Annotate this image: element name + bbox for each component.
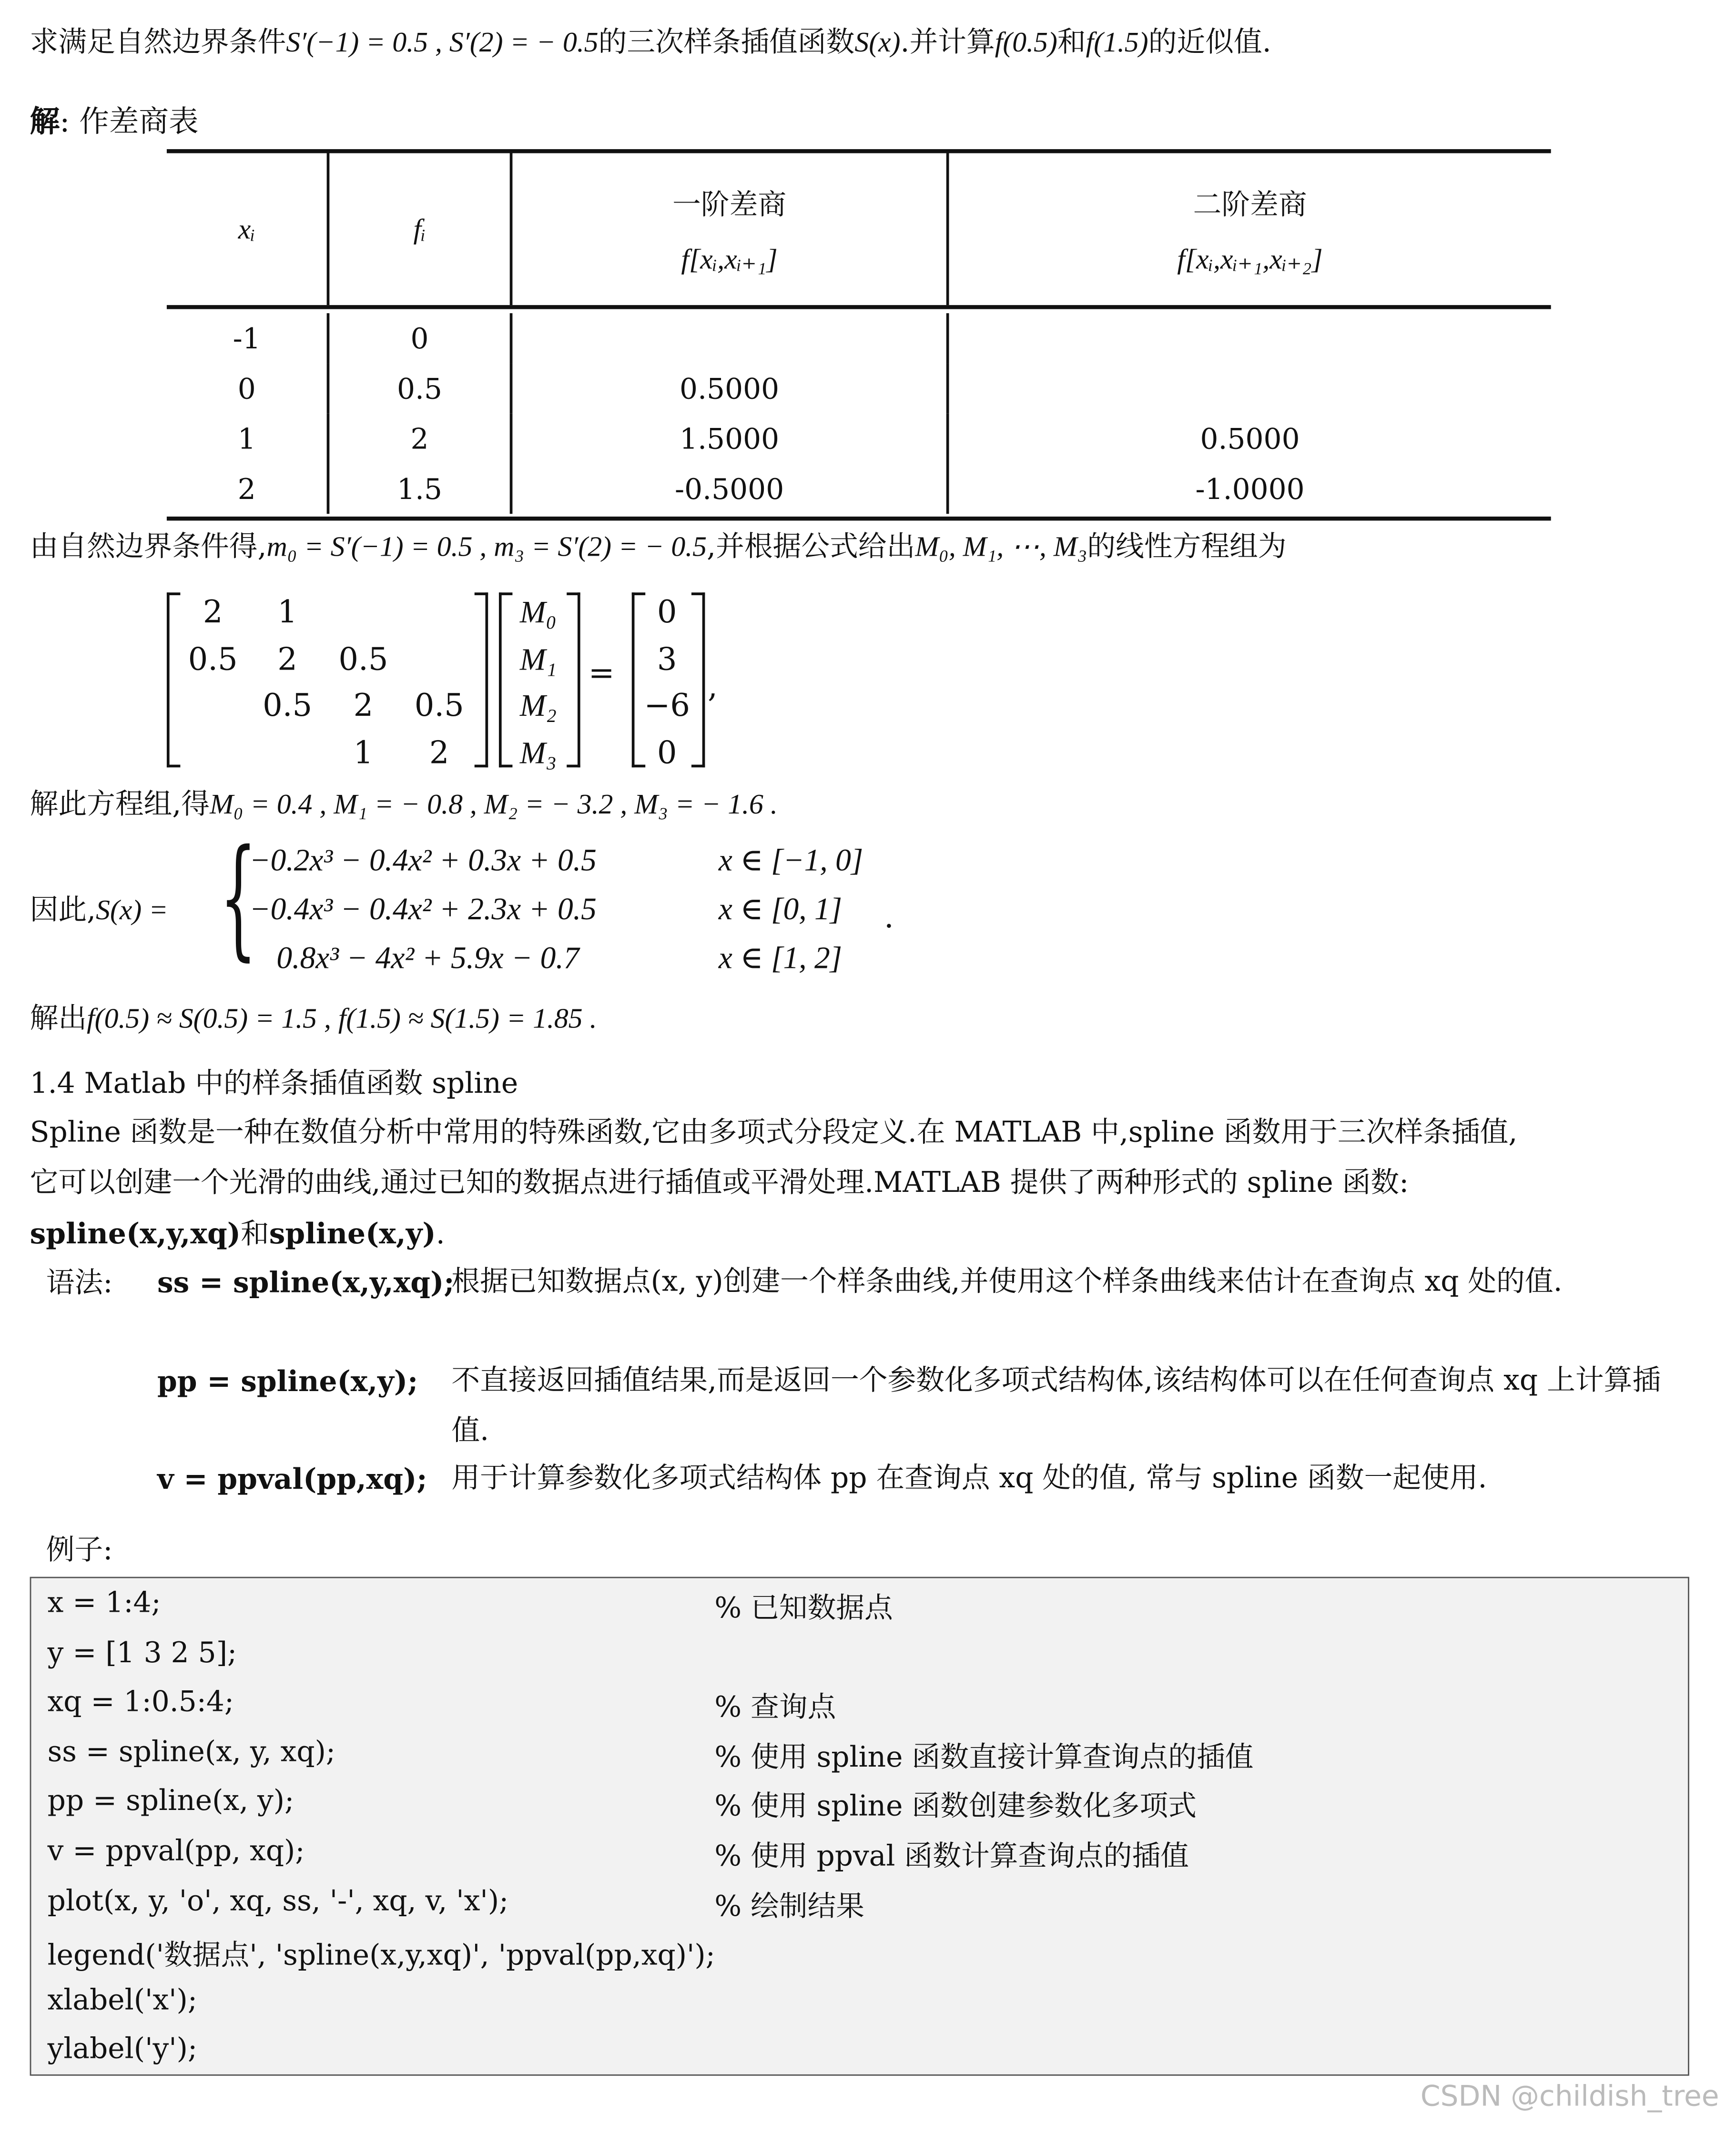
- table-cell: 0: [167, 363, 329, 413]
- code-line: xlabel('x');: [47, 1983, 198, 2016]
- code-line: x = 1:4;: [47, 1586, 161, 1619]
- vector-m-entry: M₀: [519, 595, 557, 630]
- code-comment: % 已知数据点: [714, 1592, 893, 1625]
- problem-middle: 的三次样条插值函数: [598, 26, 855, 59]
- matrix-a-entry: [401, 590, 477, 637]
- code-line: plot(x, y, 'o', xq, ss, '-', xq, v, 'x');: [47, 1884, 509, 1917]
- intro-line-2: 它可以创建一个光滑的曲线,通过已知的数据点进行插值或平滑处理.MATLAB 提供了两种形式的 spline 函数:: [30, 1166, 1409, 1199]
- table-row: [167, 464, 1551, 514]
- table-cell: 1.5: [329, 464, 512, 514]
- piecewise-expression: −0.2x³ − 0.4x² + 0.3x + 0.5: [249, 843, 597, 877]
- piecewise-s-of-x: S(x) =: [96, 893, 168, 926]
- matrix-a-entry: 0.5: [414, 689, 464, 724]
- table-cell: -1: [167, 313, 329, 363]
- piecewise-expression: 0.8x³ − 4x² + 5.9x − 0.7: [276, 941, 579, 975]
- table-header: [167, 153, 1551, 309]
- header-first-diff: 一阶差商: [672, 188, 787, 221]
- table-cell: 0: [329, 313, 512, 363]
- result-math: f(0.5) ≈ S(0.5) = 1.5 , f(1.5) ≈ S(1.5) = 1.85 .: [87, 1002, 597, 1035]
- matrix-trailing-comma: ,: [708, 670, 718, 705]
- header-first-diff-notation: f[xᵢ,xᵢ₊₁]: [681, 242, 778, 275]
- matrix-a-entry: [249, 730, 325, 777]
- matrix-a-entry: [176, 683, 250, 730]
- piecewise-brace: {: [219, 822, 257, 974]
- intro-spline-xq: spline(x,y,xq): [30, 1216, 241, 1250]
- boundary-vars: M₀, M₁, ⋯, M₃: [915, 530, 1087, 563]
- result-statement: [30, 1001, 597, 1038]
- matrix-a-entry: [325, 590, 401, 637]
- code-line: ylabel('y');: [47, 2033, 198, 2066]
- code-line: ss = spline(x, y, xq);: [47, 1735, 336, 1768]
- intro-and: 和: [241, 1217, 269, 1250]
- intro-line-3: [30, 1215, 445, 1253]
- solution-heading: [30, 103, 199, 143]
- table-row: [167, 363, 1551, 413]
- header-second-diff: 二阶差商: [1193, 188, 1307, 221]
- intro-spline-xy: spline(x,y): [269, 1216, 436, 1250]
- table-cell: 0.5: [329, 363, 512, 413]
- vector-b: [640, 590, 694, 777]
- matrix-a-entry: 0.5: [338, 642, 388, 678]
- problem-f1: f(0.5): [995, 26, 1057, 59]
- table-cell: 0.5000: [512, 363, 949, 413]
- problem-and: 和: [1057, 26, 1086, 59]
- vector-b-right-bracket: [691, 592, 705, 767]
- code-comment: % 绘制结果: [714, 1889, 865, 1922]
- example-label: 例子:: [46, 1533, 113, 1566]
- result-prefix: 解出: [30, 1002, 87, 1035]
- matrix-a: [176, 590, 477, 777]
- boundary-math: m₀ = S′(−1) = 0.5 , m₃ = S′(2) = − 0.5: [266, 530, 707, 563]
- code-line: legend('数据点', 'spline(x,y,xq)', 'ppval(pp,xq)');: [47, 1939, 715, 1972]
- intro-line-1: Spline 函数是一种在数值分析中常用的特殊函数,它由多项式分段定义.在 MATLAB 中,spline 函数用于三次样条插值,: [30, 1116, 1518, 1149]
- code-line: xq = 1:0.5:4;: [47, 1685, 234, 1718]
- piecewise-domain: x ∈ [−1, 0]: [718, 843, 863, 877]
- boundary-statement: [30, 529, 1287, 566]
- matrix-a-entry: 2: [429, 735, 449, 771]
- vector-b-entry: 0: [657, 735, 677, 771]
- code-block: [30, 1577, 1689, 2076]
- matrix-a-entry: 0.5: [263, 689, 313, 724]
- syntax-code: v = ppval(pp,xq);: [157, 1461, 427, 1496]
- code-line: v = ppval(pp, xq);: [47, 1834, 305, 1867]
- problem-function: S(x): [854, 26, 901, 59]
- piecewise-end: .: [883, 900, 894, 936]
- divided-difference-table: [167, 149, 1551, 521]
- problem-condition: S′(−1) = 0.5 , S′(2) = − 0.5: [286, 26, 599, 59]
- table-cell: [949, 363, 1551, 413]
- matrix-a-entry: 1: [277, 595, 297, 630]
- syntax-description: 不直接返回插值结果,而是返回一个参数化多项式结构体,该结构体可以在任何查询点 xq 上计算插值.: [451, 1364, 1661, 1447]
- code-line: y = [1 3 2 5];: [47, 1636, 237, 1669]
- syntax-code: ss = spline(x,y,xq);: [157, 1265, 455, 1299]
- table-cell: 1: [167, 414, 329, 464]
- code-comment: % 使用 spline 函数创建参数化多项式: [714, 1790, 1197, 1823]
- code-comment: % 查询点: [714, 1691, 836, 1724]
- code-comment: % 使用 spline 函数直接计算查询点的插值: [714, 1740, 1254, 1773]
- table-cell: -0.5000: [512, 464, 949, 514]
- solution-text: : 作差商表: [60, 105, 199, 140]
- vector-m-entry: M₁: [519, 642, 557, 676]
- piecewise-prefix: 因此,: [30, 893, 96, 926]
- code-comment: % 使用 ppval 函数计算查询点的插值: [714, 1840, 1189, 1872]
- problem-suffix: .并计算: [900, 26, 995, 59]
- boundary-suffix: 的线性方程组为: [1087, 530, 1287, 563]
- table-body: [167, 309, 1551, 517]
- header-xi: xᵢ: [238, 212, 255, 245]
- matrix-a-entry: 2: [277, 642, 297, 678]
- problem-f2: f(1.5): [1086, 26, 1148, 59]
- boundary-prefix: 由自然边界条件得,: [30, 530, 267, 563]
- matrix-a-entry: [401, 637, 477, 683]
- intro-end: .: [436, 1217, 445, 1250]
- syntax-description: 用于计算参数化多项式结构体 pp 在查询点 xq 处的值, 常与 spline 函数一起使用.: [451, 1461, 1487, 1494]
- matrix-a-entry: 1: [353, 735, 374, 771]
- syntax-description: 根据已知数据点(x, y)创建一个样条曲线,并使用这个样条曲线来估计在查询点 xq 处的值.: [451, 1265, 1563, 1298]
- vector-b-entry: 3: [657, 642, 677, 678]
- table-cell: 0.5000: [1200, 422, 1300, 455]
- vector-m: [510, 590, 567, 777]
- problem-prefix: 求满足自然边界条件: [30, 26, 286, 59]
- problem-end: 的近似值.: [1148, 26, 1271, 59]
- boundary-mid: ,并根据公式给出: [707, 530, 915, 563]
- table-row: [167, 414, 1551, 464]
- table-cell: 1.5000: [512, 414, 949, 464]
- matrix-a-entry: 0.5: [188, 642, 238, 678]
- piecewise-lhs: [30, 892, 168, 929]
- solve-statement: [30, 786, 778, 823]
- matrix-equals: =: [588, 656, 615, 691]
- table-cell: -1.0000: [1195, 472, 1305, 505]
- problem-statement: [30, 24, 1271, 61]
- matrix-a-entry: 2: [353, 689, 374, 724]
- table-cell: 2: [329, 414, 512, 464]
- solution-label: 解: [30, 104, 60, 140]
- matrix-a-entry: [176, 730, 250, 777]
- solve-math: M₀ = 0.4 , M₁ = − 0.8 , M₂ = − 3.2 , M₃ = − 1.6 .: [210, 787, 778, 821]
- vector-m-entry: M₂: [519, 689, 557, 723]
- piecewise-expression: −0.4x³ − 0.4x² + 2.3x + 0.5: [249, 892, 597, 926]
- table-cell: 2: [167, 464, 329, 514]
- syntax-code: pp = spline(x,y);: [157, 1364, 418, 1398]
- section-title: 1.4 Matlab 中的样条插值函数 spline: [30, 1067, 518, 1100]
- matrix-a-entry: 2: [203, 595, 223, 630]
- header-second-diff-notation: f[xᵢ,xᵢ₊₁,xᵢ₊₂]: [1177, 242, 1323, 275]
- solve-prefix: 解此方程组,得: [30, 787, 210, 821]
- vector-m-right-bracket: [567, 592, 580, 767]
- table-cell: [949, 313, 1551, 363]
- header-fi: fᵢ: [413, 212, 426, 245]
- piecewise-domain: x ∈ [1, 2]: [718, 941, 843, 975]
- vector-m-entry: M₃: [519, 735, 557, 770]
- table-cell: [512, 313, 949, 363]
- table-row: [167, 313, 1551, 363]
- watermark: CSDN @childish_tree: [1420, 2080, 1719, 2113]
- matrix-a-right-bracket: [475, 592, 488, 767]
- piecewise-domain: x ∈ [0, 1]: [718, 892, 843, 926]
- syntax-label: 语法:: [46, 1266, 113, 1299]
- vector-b-entry: −6: [644, 689, 690, 724]
- code-line: pp = spline(x, y);: [47, 1785, 294, 1818]
- vector-b-entry: 0: [657, 595, 677, 630]
